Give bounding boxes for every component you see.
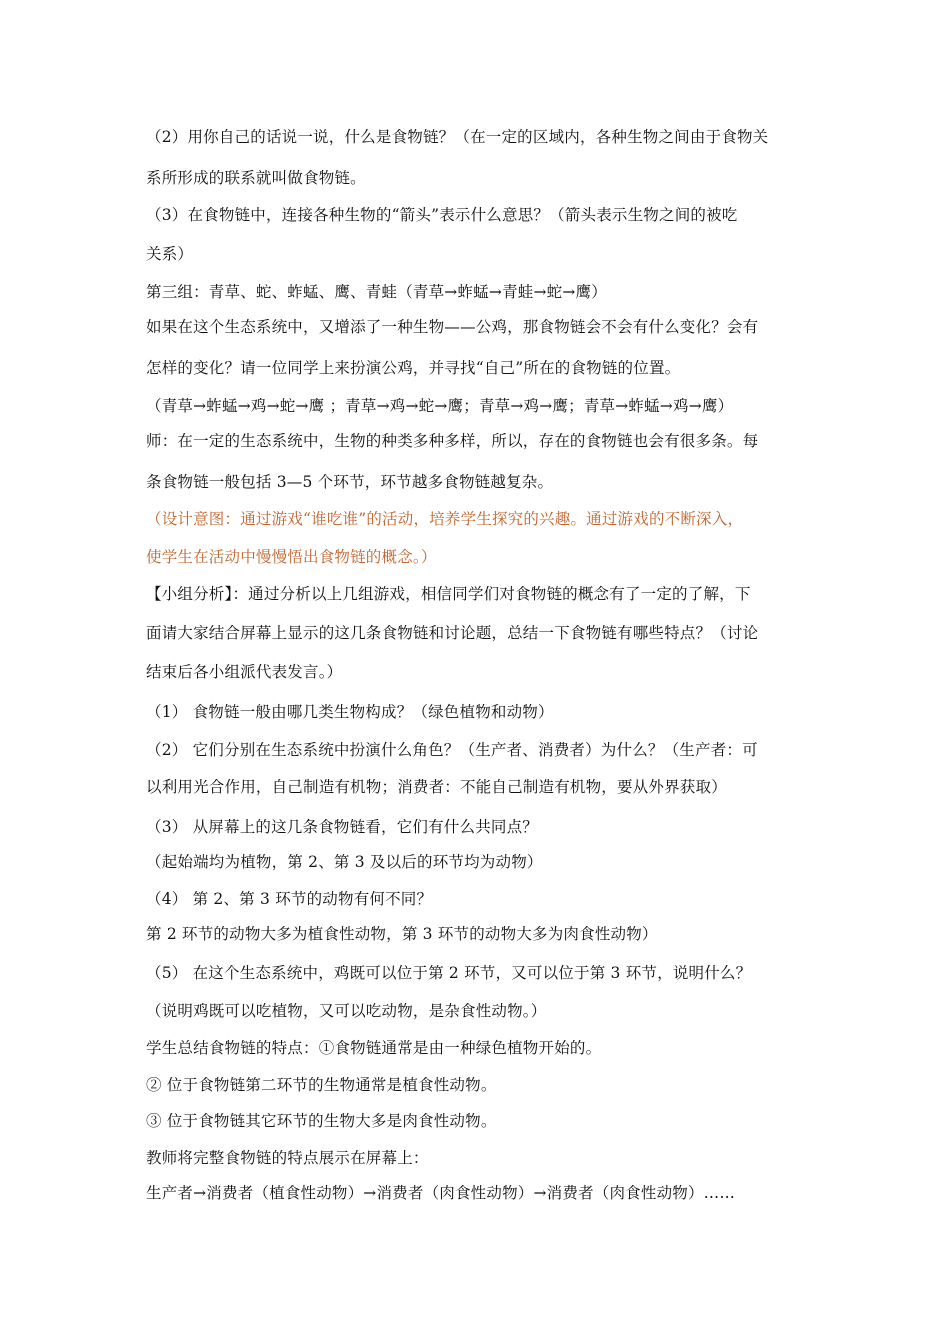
text-line: 第 2 环节的动物大多为植食性动物，第 3 环节的动物大多为肉食性动物） <box>146 925 658 943</box>
text-line: 怎样的变化？请一位同学上来扮演公鸡，并寻找“自己”所在的食物链的位置。 <box>146 359 681 377</box>
question-item: （1） 食物链一般由哪几类生物构成？（绿色植物和动物） <box>146 703 554 721</box>
text-line: ② 位于食物链第二环节的生物通常是植食性动物。 <box>146 1076 497 1094</box>
text-line: 条食物链一般包括 3—5 个环节，环节越多食物链越复杂。 <box>146 473 554 491</box>
text-line: 生产者→消费者（植食性动物）→消费者（肉食性动物）→消费者（肉食性动物）…… <box>146 1184 736 1202</box>
text-line: （说明鸡既可以吃植物，又可以吃动物，是杂食性动物。） <box>146 1002 547 1020</box>
text-line: 以利用光合作用，自己制造有机物；消费者：不能自己制造有机物，要从外界获取） <box>146 778 727 796</box>
text-line: 教师将完整食物链的特点展示在屏幕上： <box>146 1149 429 1167</box>
design-intent-note: （设计意图：通过游戏“谁吃谁”的活动，培养学生探究的兴趣。通过游戏的不断深入， <box>146 510 744 528</box>
text-line: 如果在这个生态系统中，又增添了一种生物——公鸡，那食物链会不会有什么变化？会有 <box>146 318 759 336</box>
text-line: 关系） <box>146 245 194 263</box>
text-line: （起始端均为植物，第 2、第 3 及以后的环节均为动物） <box>146 853 543 871</box>
text-line: 学生总结食物链的特点：①食物链通常是由一种绿色植物开始的。 <box>146 1039 602 1057</box>
question-item: （5） 在这个生态系统中，鸡既可以位于第 2 环节，又可以位于第 3 环节，说明什么？ <box>146 964 752 982</box>
text-line: 【小组分析】：通过分析以上几组游戏，相信同学们对食物链的概念有了一定的了解，下 <box>146 585 751 603</box>
text-line: （青草→蚱蜢→鸡→蛇→鹰 ；青草→鸡→蛇→鹰；青草→鸡→鹰；青草→蚱蜢→鸡→鹰） <box>146 397 734 415</box>
text-line: 面请大家结合屏幕上显示的这几条食物链和讨论题，总结一下食物链有哪些特点？（讨论 <box>146 624 759 642</box>
text-line: （2）用你自己的话说一说，什么是食物链？（在一定的区域内，各种生物之间由于食物关 <box>146 128 769 146</box>
design-intent-note: 使学生在活动中慢慢悟出食物链的概念。） <box>146 548 437 566</box>
text-line: 结束后各小组派代表发言。） <box>146 663 343 681</box>
text-line: 第三组：青草、蛇、蚱蜢、鹰、青蛙（青草→蚱蜢→青蛙→蛇→鹰） <box>146 283 607 301</box>
question-item: （4） 第 2、第 3 环节的动物有何不同？ <box>146 890 433 908</box>
text-line: （3）在食物链中，连接各种生物的“箭头”表示什么意思？（箭头表示生物之间的被吃 <box>146 206 738 224</box>
question-item: （2） 它们分别在生态系统中扮演什么角色？（生产者、消费者）为什么？（生产者：可 <box>146 741 758 759</box>
text-line: 系所形成的联系就叫做食物链。 <box>146 169 366 187</box>
text-line: 师：在一定的生态系统中，生物的种类多种多样，所以，存在的食物链也会有很多条。每 <box>146 432 759 450</box>
text-line: ③ 位于食物链其它环节的生物大多是肉食性动物。 <box>146 1112 497 1130</box>
question-item: （3） 从屏幕上的这几条食物链看，它们有什么共同点？ <box>146 818 538 836</box>
